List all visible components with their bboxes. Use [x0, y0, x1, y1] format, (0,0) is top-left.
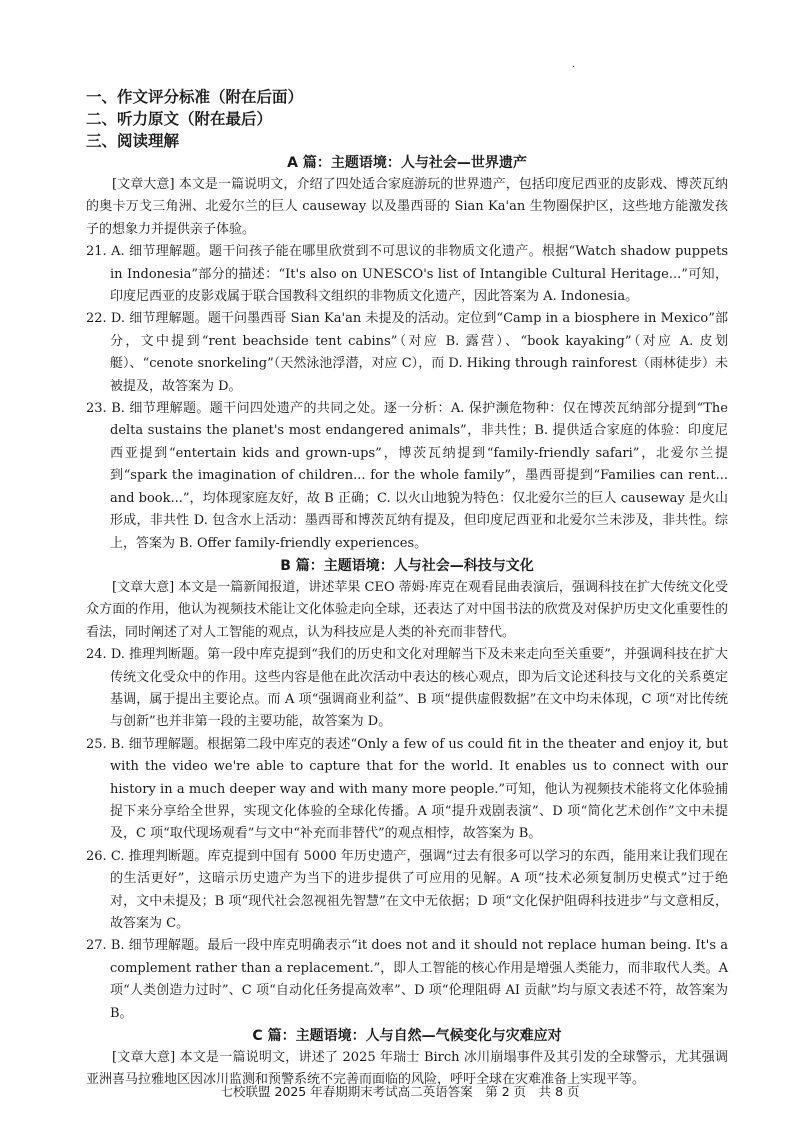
answer-26: 26. C. 推理判断题。库克提到中国有 5000 年历史遗产，强调“过去有很多可以学习的东西，能用来让我们现在的生活更好”，这暗示历史遗产为当下的进步提供了可应用的见解。A 项“技术必须复制历史模式”过于绝对，文中未提及；B 项“现代社会忽视祖先智慧”在文中无依据；D 项“文化保护阻碍科技进步”与文意相反，故答案为 C。 — [86, 848, 728, 931]
section-b-summary: [文章大意] 本文是一篇新闻报道，讲述苹果 CEO 蒂姆·库克在观看昆曲表演后，强调科技在扩大传统文化受众方面的作用，他认为视频技术能让文化体验走向全球，还表达了对中国书法的欣赏及对保护历史文化重要性的看法，同时阐述了对人工智能的观点，认为科技应是人类的补充而非替代。 — [86, 579, 728, 640]
section-c-summary: [文章大意] 本文是一篇说明文，讲述了 2025 年瑞士 Birch 冰川崩塌事件及其引发的全球警示，尤其强调亚洲喜马拉雅地区因冰川监测和预警系统不完善而面临的风险，呼吁全球在灾难准备上实现平等。 — [86, 1050, 728, 1088]
corner-mark: · — [571, 62, 575, 73]
answer-27: 27. B. 细节理解题。最后一段中库克明确表示“it does not and it should not replace human being. It's a complement rather than a replacement.”，即人工智能的核心作用是增强人类能力，而非取代人类。A 项“人类创造力过时”、C 项“自动化任务提高效率”、D 项“伦理阻碍 AI 贡献”均与原文表述不符，故答案为 B。 — [86, 938, 728, 1021]
section-b-title: B 篇：主题语境：人与社会—科技与文化 — [280, 557, 534, 574]
answer-24: 24. D. 推理判断题。第一段中库克提到“我们的历史和文化对理解当下及未来走向至关重要”，并强调科技在扩大传统文化受众中的作用。这些内容是他在此次活动中表达的核心观点，即为后文论述科技与文化的关系奠定基调，属于提出主要论点。而 A 项“强调商业利益”、B 项“提供虚假数据”在文中均未体现，C 项“对比传统与创新”也并非第一段的主要功能，故答案为 D。 — [86, 647, 728, 730]
heading-listening-script: 二、听力原文（附在最后） — [86, 110, 273, 128]
section-a-title: A 篇：主题语境：人与社会—世界遗产 — [287, 155, 527, 171]
section-c-title: C 篇：主题语境：人与自然—气候变化与灾难应对 — [252, 1028, 562, 1045]
answer-22: 22. D. 细节理解题。题干问墨西哥 Sian Ka'an 未提及的活动。定位到“Camp in a biosphere in Mexico”部分，文中提到“rent beachside tent cabins”（对应 B. 露营）、“book kayaking”（对应 A. 皮划艇）、“cenote snorkeling”（天然泳池浮潜，对应 C），而 D. Hiking through rainforest（雨林徒步）未被提及，故答案为 D。 — [86, 311, 728, 394]
heading-reading: 三、阅读理解 — [86, 132, 180, 150]
answer-21: 21. A. 细节理解题。题干问孩子能在哪里欣赏到不可思议的非物质文化遗产。根据“Watch shadow puppets in Indonesia”部分的描述：“It's also on UNESCO's list of Intangible Cultural Heritage...”可知，印度尼西亚的皮影戏属于联合国教科文组织的非物质文化遗产，因此答案为 A. Indonesia。 — [86, 244, 728, 305]
section-a-summary: [文章大意] 本文是一篇说明文，介绍了四处适合家庭游玩的世界遗产，包括印度尼西亚的皮影戏、博茨瓦纳的奥卡万戈三角洲、北爱尔兰的巨人 causeway 以及墨西哥的 Sian Ka'an 生物圈保护区，这些地方能激发孩子的想象力并提供亲子体验。 — [86, 177, 728, 237]
heading-essay-criteria: 一、作文评分标准（附在后面） — [86, 88, 304, 106]
page-footer: 七校联盟 2025 年春期期末考试高二英语答案 第 2 页 共 8 页 — [220, 1084, 580, 1099]
answer-25: 25. B. 细节理解题。根据第二段中库克的表述“Only a few of us could fit in the theater and enjoy it, but with the video we're able to capture that for the world. It enables us to connect with our history in a much deeper way and with many more people.”可知，他认为视频技术能将文化体验捕捉下来分享给全世界，实现文化体验的全球化传播。A 项“提升戏剧表演”、D 项“简化艺术创作”文中未提及，C 项“取代现场观看”与文中“补充而非替代”的观点相悖，故答案为 B。 — [86, 736, 728, 842]
answer-23: 23. B. 细节理解题。题干问四处遗产的共同之处。逐一分析：A. 保护濒危物种：仅在博茨瓦纳部分提到“The delta sustains the planet's most endangered animals”，非共性；B. 提供适合家庭的体验：印度尼西亚提到“entertain kids and grown-ups”，博茨瓦纳提到“family-friendly safari”，北爱尔兰提到“spark the imagination of children... for the whole family”，墨西哥提到“Families can rent... and book...”，均体现家庭友好，故 B 正确；C. 以火山地貌为特色：仅北爱尔兰的巨人 causeway 是火山形成，非共性 D. 包含水上活动：墨西哥和博茨瓦纳有提及，但印度尼西亚和北爱尔兰未涉及，非共性。综上，答案为 B. Offer family-friendly experiences。 — [86, 401, 728, 551]
